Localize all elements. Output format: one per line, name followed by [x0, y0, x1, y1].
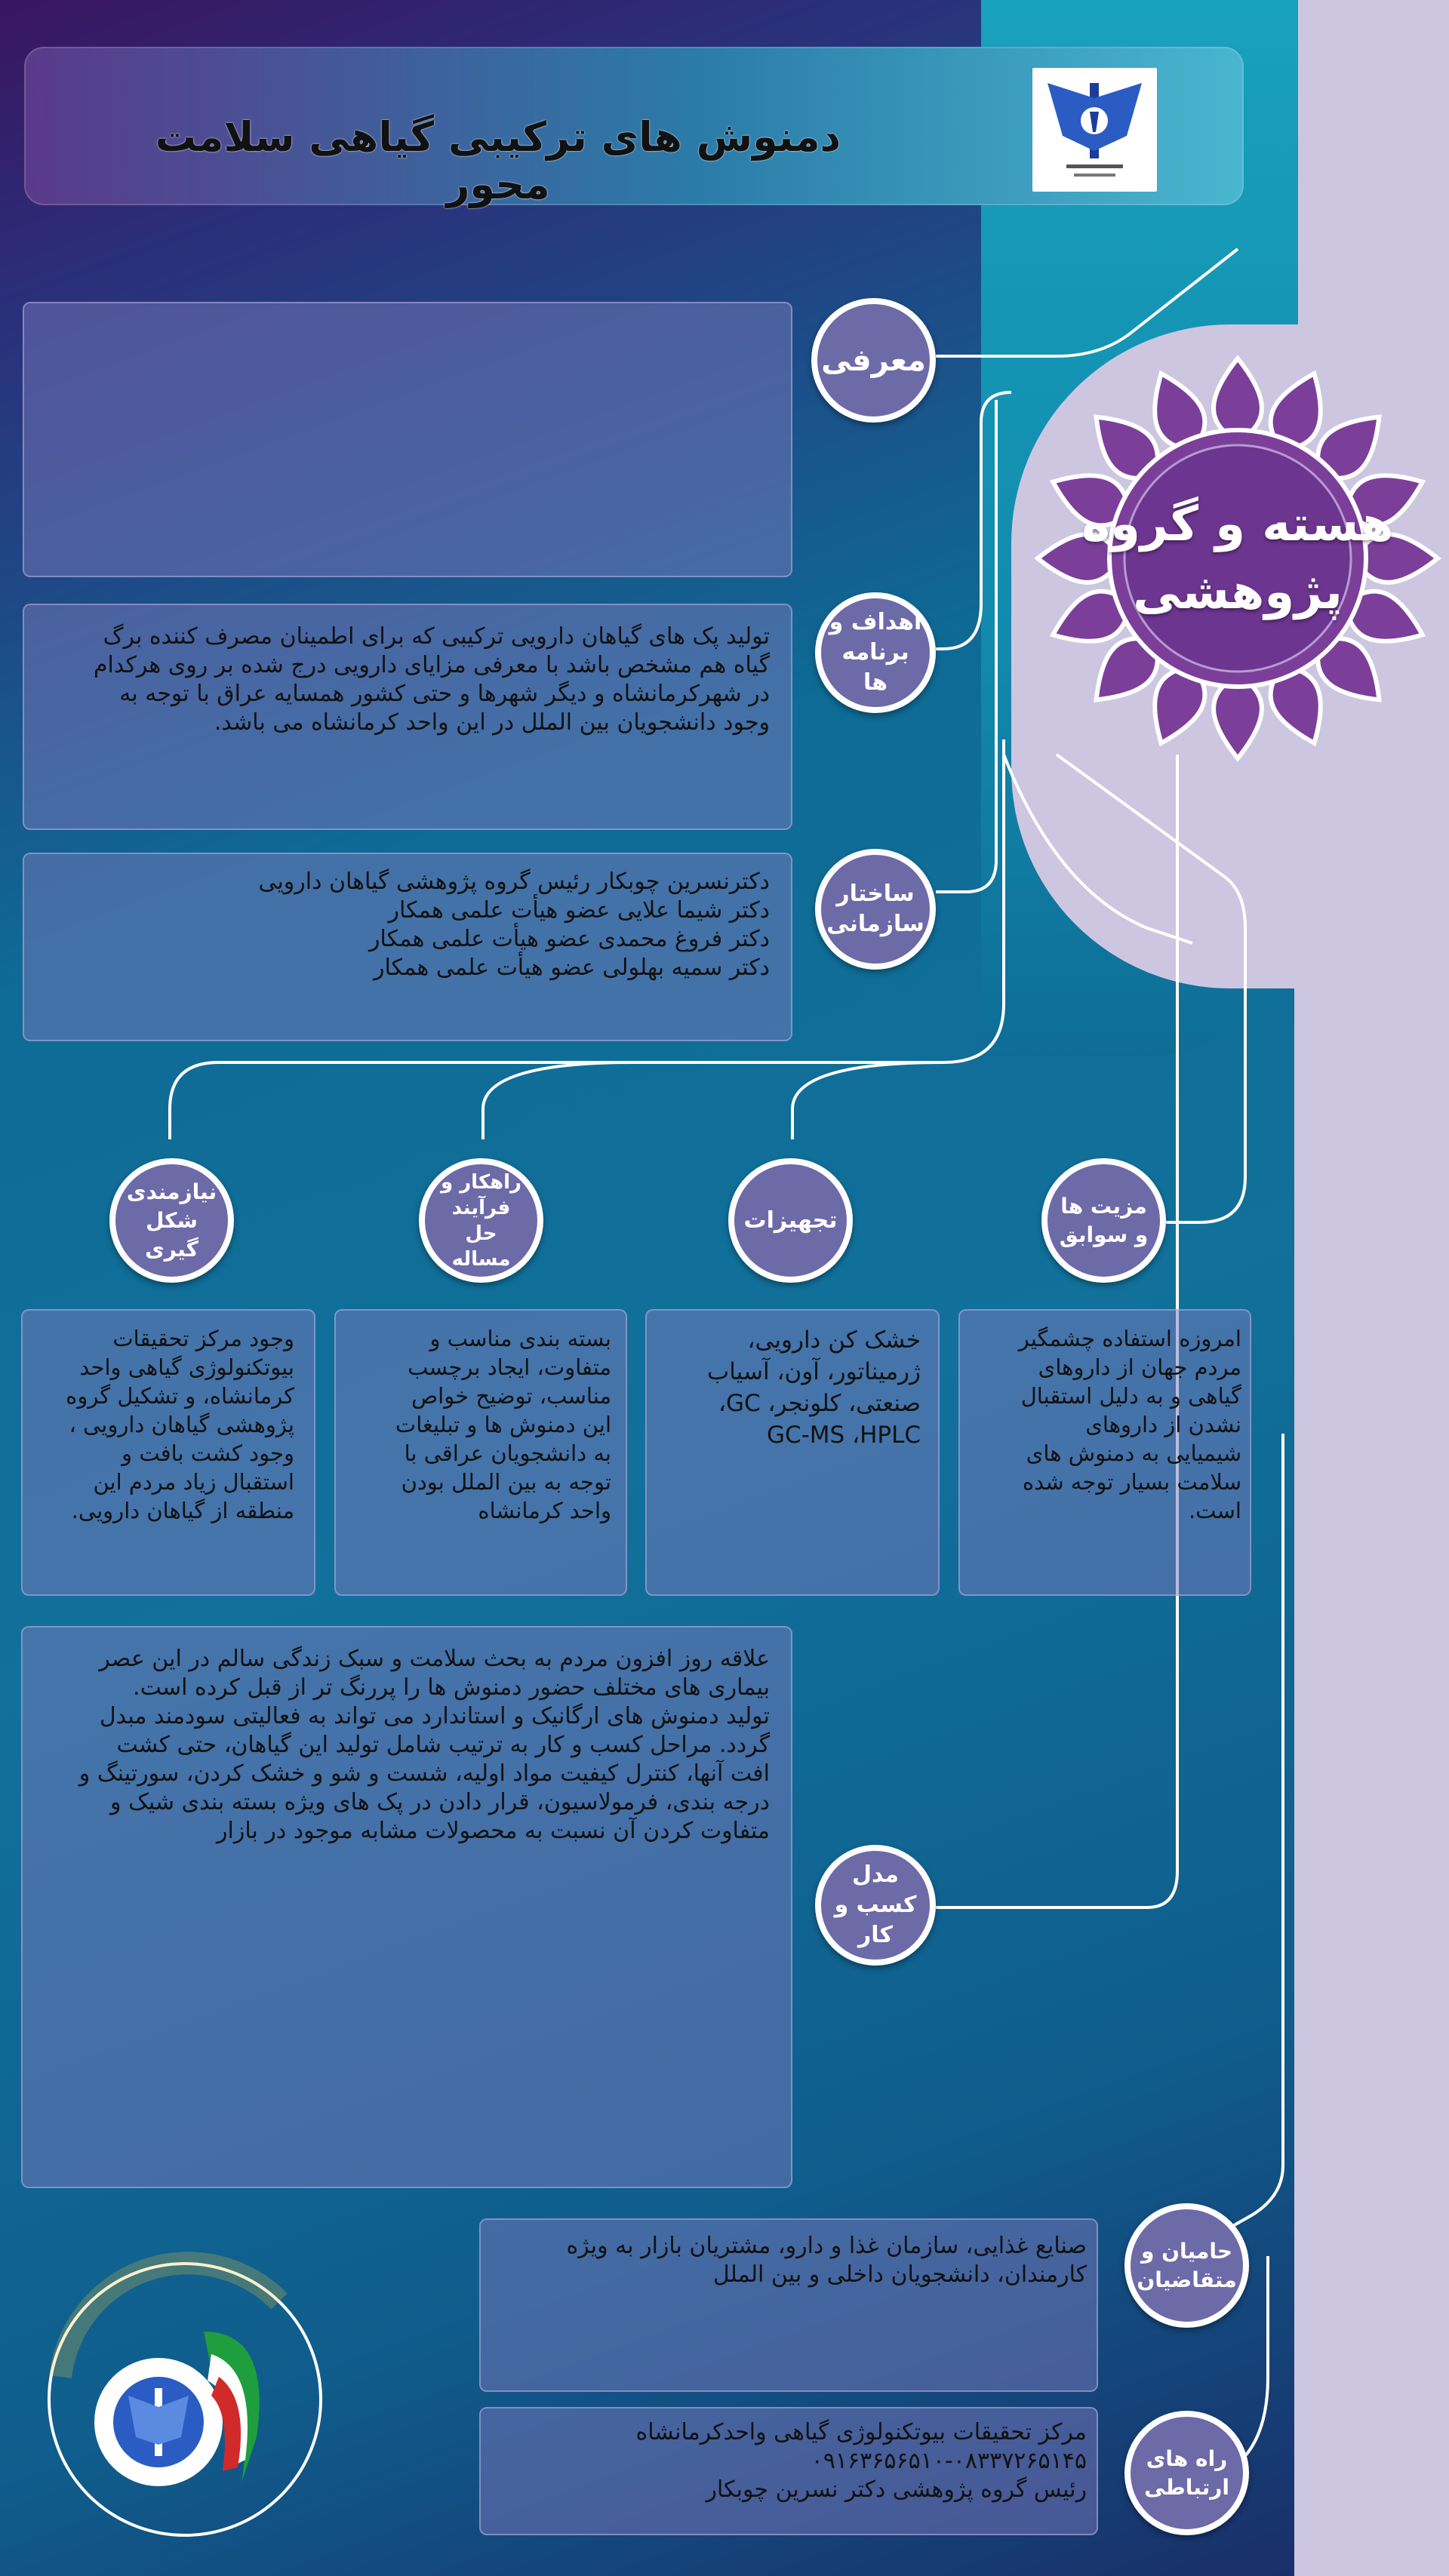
structure-line: دکتر سمیه بهلولی عضو هیأت علمی همکار	[373, 954, 770, 981]
equipment-label: تجهیزات	[743, 1207, 838, 1234]
goals-line: در شهرکرمانشاه و دیگر شهرها و حتی کشور همسایه عراق با توجه به	[119, 681, 770, 707]
flower-title	[1049, 490, 1426, 626]
advantages-circle	[1041, 1158, 1166, 1283]
page-title: دمنوش های ترکیبی گیاهی سلامت محور	[155, 113, 841, 208]
need-line: بیوتکنولوژی گیاهی واحد	[79, 1354, 294, 1380]
solution-circle	[419, 1158, 543, 1283]
anniversary-badge-icon	[30, 2241, 325, 2550]
sponsors-line: صنایع غذایی، سازمان غذا و دارو، مشتریان بازار به ویژه	[566, 2233, 1087, 2259]
need-line: کرمانشاه، و تشکیل گروه	[66, 1383, 294, 1409]
business-line: گردد. مراحل کسب و کار به ترتیب شامل تولید این گیاهان، حتی کشت	[116, 1732, 770, 1758]
intro-circle	[811, 298, 936, 423]
need-line: پژوهشی گیاهان دارویی ،	[69, 1412, 294, 1437]
need-text	[30, 1324, 294, 1525]
sponsors-circle	[1124, 2203, 1249, 2328]
business-line: متفاوت کردن آن نسبت به محصولات مشابه موجود در بازار	[217, 1818, 770, 1844]
equipment-line: ژرمیناتور، آون، آسیاب	[707, 1358, 921, 1385]
solution-line: این دمنوش ها و تبلیغات	[395, 1412, 611, 1437]
business-line: بیماری های مختلف حضور دمنوش ها را پررنگ تر از قبل کرده است.	[133, 1674, 770, 1701]
advantages-text	[974, 1324, 1241, 1525]
need-line: منطقه از گیاهان دارویی.	[71, 1498, 294, 1523]
advantages-line: گیاهی و به دلیل استقبال	[1020, 1383, 1241, 1409]
flower-title-line2: پژوهشی	[1133, 564, 1343, 620]
business-circle	[815, 1845, 936, 1966]
business-line: علاقه روز افزون مردم به بحث سلامت و سبک زندگی سالم در این عصر	[99, 1646, 770, 1672]
sponsors-text	[498, 2232, 1087, 2289]
contact-text	[498, 2418, 1087, 2504]
solution-line: توجه به بین الملل بودن	[401, 1469, 611, 1495]
goals-text	[45, 622, 770, 737]
goals-label: اهداف و برنامه ها	[829, 609, 922, 696]
equipment-circle	[728, 1158, 853, 1283]
advantages-label: مزیت ها و سوابق	[1059, 1193, 1149, 1247]
advantages-line: سلامت بسیار توجه شده	[1022, 1469, 1241, 1495]
contact-circle	[1124, 2411, 1249, 2535]
university-logo-icon	[1032, 68, 1157, 192]
goals-line: تولید پک های گیاهان دارویی ترکیبی که برای اطمینان مصرف کننده برگ	[103, 623, 770, 650]
need-circle	[109, 1158, 234, 1283]
business-label: مدل کسب و کار	[834, 1861, 917, 1948]
contact-line: ۰۹۱۶۳۶۵۶۵۱۰-۰۸۳۳۷۲۶۵۱۴۵	[811, 2448, 1087, 2474]
structure-line: دکتر فروغ محمدی عضو هیأت علمی همکار	[369, 926, 770, 952]
business-text	[45, 1645, 770, 1846]
solution-line: واحد کرمانشاه	[478, 1498, 611, 1523]
need-line: وجود مرکز تحقیقات	[112, 1326, 294, 1351]
structure-circle	[815, 849, 936, 970]
solution-line: متفاوت، ایجاد برچسب	[408, 1354, 611, 1380]
solution-line: به دانشجویان عراقی با	[404, 1440, 611, 1466]
solution-label: راهکار و فرآیند حل مساله	[441, 1170, 521, 1271]
need-line: استقبال زیاد مردم این	[93, 1469, 294, 1495]
equipment-line: خشک کن دارویی،	[747, 1326, 921, 1354]
advantages-line: است.	[1188, 1498, 1241, 1523]
structure-label: ساختار سازمانی	[826, 881, 924, 937]
sponsors-line: کارمندان، دانشجویان داخلی و بین الملل	[712, 2261, 1087, 2288]
structure-text	[45, 868, 770, 982]
advantages-line: مردم جهان از داروهای	[1038, 1354, 1241, 1380]
equipment-text	[657, 1324, 921, 1451]
goals-circle	[815, 592, 936, 713]
contact-line: رئیس گروه پژوهشی دکتر نسرین چوبکار	[706, 2476, 1087, 2503]
goals-line: وجود دانشجویان بین الملل در این واحد کرمانشاه می باشد.	[214, 709, 770, 736]
need-label: نیازمندی شکل گیری	[126, 1179, 217, 1262]
advantages-line: شیمیایی به دمنوش های	[1026, 1440, 1241, 1466]
equipment-line: GC-MS ،HPLC	[766, 1422, 921, 1449]
business-line: تولید دمنوش های ارگانیک و استاندارد می تواند به فعالیتی سودمند مبدل	[99, 1703, 770, 1729]
solution-line: بسته بندی مناسب و	[429, 1326, 611, 1351]
contact-label: راه های ارتباطی	[1144, 2445, 1229, 2500]
sponsors-label: حامیان و متقاضیان	[1137, 2238, 1237, 2292]
intro-label: معرفی	[821, 343, 926, 378]
flower-title-line1: هسته و گروه	[1081, 496, 1394, 552]
need-line: وجود کشت بافت و	[122, 1440, 294, 1466]
structure-line: دکترنسرین چوبکار رئیس گروه پژوهشی گیاهان دارویی	[258, 868, 770, 895]
structure-line: دکتر شیما علایی عضو هیأت علمی همکار	[388, 897, 770, 924]
goals-line: گیاه هم مشخص باشد با معرفی مزایای دارویی درج شده بر روی هرکدام	[93, 652, 770, 678]
advantages-line: نشدن از داروهای	[1085, 1412, 1241, 1437]
intro-panel	[23, 302, 792, 577]
business-line: درجه بندی، فرمولاسیون، قرار دادن در پک های ویژه بسته بندی شیک و	[110, 1789, 770, 1815]
advantages-line: امروزه استفاده چشمگیر	[1018, 1326, 1241, 1351]
solution-text	[343, 1324, 611, 1525]
solution-line: مناسب، توضیح خواص	[411, 1383, 611, 1409]
equipment-line: صنعتی، کلونجر، GC،	[718, 1390, 921, 1417]
contact-line: مرکز تحقیقات بیوتکنولوژی گیاهی واحدکرمانشاه	[635, 2419, 1087, 2445]
business-line: افت آنها، کنترل کیفیت مواد اولیه، شست و شو و خشک کردن، سورتینگ و	[78, 1760, 770, 1787]
